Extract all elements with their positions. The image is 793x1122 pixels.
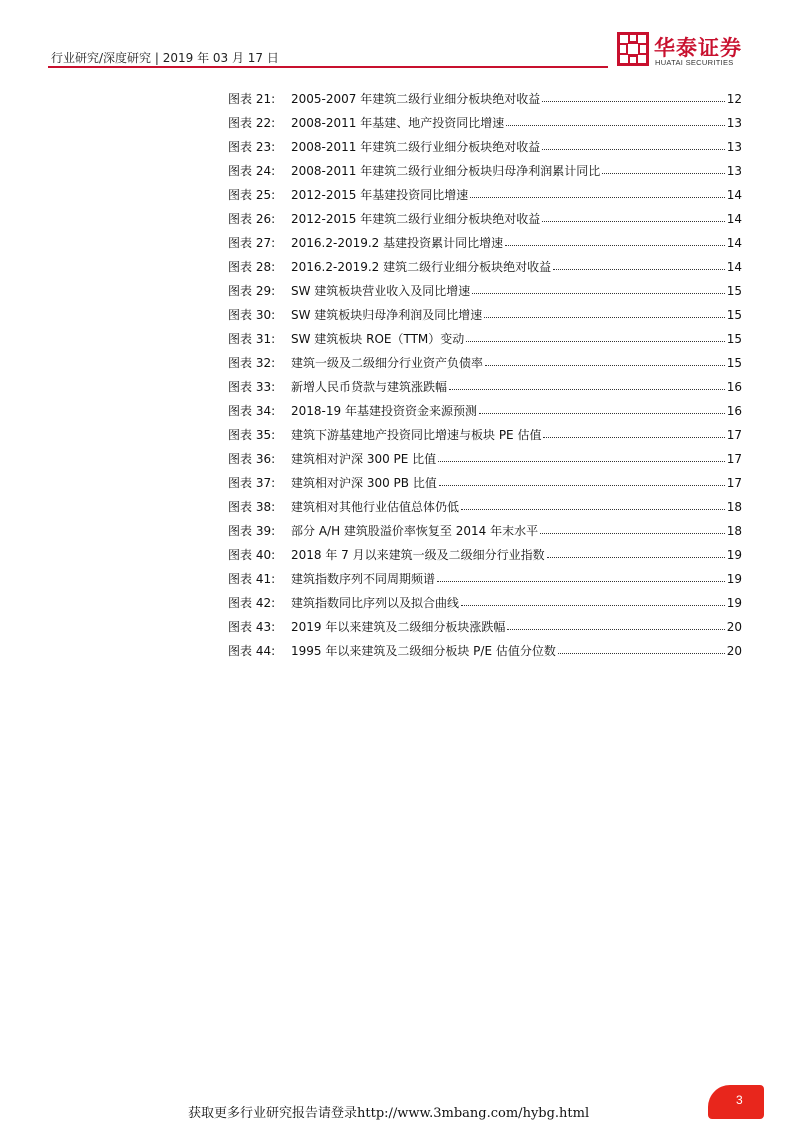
toc-figure-title: SW 建筑板块营业收入及同比增速 [291, 284, 471, 298]
toc-leader-dots [439, 476, 725, 486]
toc-page-number: 12 [726, 92, 742, 106]
toc-entry[interactable] [228, 255, 742, 279]
toc-figure-title: 2016.2-2019.2 建筑二级行业细分板块绝对收益 [291, 260, 552, 274]
toc-leader-dots [461, 596, 725, 606]
company-logo [617, 30, 757, 70]
toc-page-number: 15 [726, 284, 742, 298]
toc-figure-number: 图表 42: [228, 596, 276, 610]
toc-leader-dots [543, 428, 724, 438]
toc-figure-title: 1995 年以来建筑及二级细分板块 P/E 估值分位数 [291, 644, 556, 658]
toc-figure-number: 图表 27: [228, 236, 276, 250]
toc-figure-number: 图表 21: [228, 92, 276, 106]
toc-entry[interactable] [228, 471, 742, 495]
toc-leader-dots [507, 620, 724, 630]
logo-name-cn: 华泰证券 [654, 36, 742, 60]
header-text: 行业研究/深度研究 | 2019 年 03 月 17 日 [51, 51, 279, 65]
huatai-logo-icon [617, 32, 649, 66]
toc-page-number: 13 [726, 140, 742, 154]
toc-figure-title: 2008-2011 年基建、地产投资同比增速 [291, 116, 505, 130]
toc-figure-title: 2012-2015 年建筑二级行业细分板块绝对收益 [291, 212, 541, 226]
toc-figure-number: 图表 34: [228, 404, 276, 418]
toc-leader-dots [506, 116, 724, 126]
toc-figure-number: 图表 25: [228, 188, 276, 202]
toc-leader-dots [470, 188, 724, 198]
toc-figure-number: 图表 37: [228, 476, 276, 490]
toc-figure-number: 图表 24: [228, 164, 276, 178]
toc-entry[interactable] [228, 351, 742, 375]
toc-page-number: 13 [726, 164, 742, 178]
toc-page-number: 15 [726, 356, 742, 370]
toc-figure-number: 图表 28: [228, 260, 276, 274]
toc-entry[interactable] [228, 183, 742, 207]
toc-figure-number: 图表 33: [228, 380, 276, 394]
toc-figure-title: 建筑相对沪深 300 PE 比值 [291, 452, 437, 466]
page-number: 3 [736, 1093, 743, 1107]
toc-figure-title: 2008-2011 年建筑二级行业细分板块绝对收益 [291, 140, 541, 154]
toc-figure-title: 建筑一级及二级细分行业资产负债率 [291, 356, 484, 370]
toc-figure-number: 图表 41: [228, 572, 276, 586]
toc-figure-title: 2019 年以来建筑及二级细分板块涨跌幅 [291, 620, 506, 634]
toc-figure-title: 2018-19 年基建投资资金来源预测 [291, 404, 477, 418]
toc-leader-dots [542, 92, 724, 102]
toc-leader-dots [437, 572, 725, 582]
toc-page-number: 18 [726, 524, 742, 538]
toc-leader-dots [472, 284, 724, 294]
toc-entry[interactable] [228, 327, 742, 351]
toc-figure-title: SW 建筑板块归母净利润及同比增速 [291, 308, 483, 322]
toc-page-number: 17 [726, 476, 742, 490]
toc-figure-title: 建筑相对沪深 300 PB 比值 [291, 476, 437, 490]
toc-leader-dots [449, 380, 725, 390]
toc-figure-title: 建筑指数同比序列以及拟合曲线 [291, 596, 460, 610]
toc-figure-title: 部分 A/H 建筑股溢价率恢复至 2014 年末水平 [291, 524, 539, 538]
toc-page-number: 14 [726, 212, 742, 226]
toc-entry[interactable] [228, 375, 742, 399]
toc-leader-dots [602, 164, 724, 174]
footer-link-text[interactable]: 获取更多行业研究报告请登录http://www.3mbang.com/hybg.html [188, 1106, 590, 1121]
toc-entry[interactable] [228, 567, 742, 591]
toc-figure-title: SW 建筑板块 ROE（TTM）变动 [291, 332, 465, 346]
toc-entry[interactable] [228, 303, 742, 327]
toc-figure-number: 图表 23: [228, 140, 276, 154]
toc-leader-dots [542, 140, 724, 150]
toc-figure-title: 2018 年 7 月以来建筑一级及二级细分行业指数 [291, 548, 545, 562]
toc-leader-dots [485, 356, 725, 366]
toc-figure-number: 图表 31: [228, 332, 276, 346]
toc-figure-number: 图表 39: [228, 524, 276, 538]
toc-figure-title: 2012-2015 年基建投资同比增速 [291, 188, 469, 202]
toc-page-number: 15 [726, 308, 742, 322]
toc-entry[interactable] [228, 591, 742, 615]
toc-leader-dots [479, 404, 725, 414]
toc-page-number: 16 [726, 404, 742, 418]
logo-name-en: HUATAI SECURITIES [655, 58, 734, 67]
toc-entry[interactable] [228, 279, 742, 303]
toc-figure-title: 建筑指数序列不同周期频谱 [291, 572, 436, 586]
toc-leader-dots [547, 548, 725, 558]
toc-figure-number: 图表 38: [228, 500, 276, 514]
toc-page-number: 14 [726, 236, 742, 250]
toc-figure-number: 图表 36: [228, 452, 276, 466]
toc-page-number: 17 [726, 428, 742, 442]
toc-page-number: 19 [726, 572, 742, 586]
header-divider [48, 66, 608, 68]
toc-leader-dots [438, 452, 725, 462]
toc-figure-title: 2016.2-2019.2 基建投资累计同比增速 [291, 236, 504, 250]
page-number-badge [708, 1085, 764, 1119]
toc-figure-title: 2008-2011 年建筑二级行业细分板块归母净利润累计同比 [291, 164, 601, 178]
toc-page-number: 13 [726, 116, 742, 130]
toc-figure-number: 图表 26: [228, 212, 276, 226]
toc-leader-dots [540, 524, 725, 534]
toc-entry[interactable] [228, 447, 742, 471]
toc-entry[interactable] [228, 231, 742, 255]
toc-figure-title: 新增人民币贷款与建筑涨跌幅 [291, 380, 448, 394]
toc-page-number: 19 [726, 548, 742, 562]
toc-figure-number: 图表 44: [228, 644, 276, 658]
toc-entry[interactable] [228, 639, 742, 663]
toc-figure-number: 图表 32: [228, 356, 276, 370]
toc-entry[interactable] [228, 135, 742, 159]
toc-page-number: 15 [726, 332, 742, 346]
toc-leader-dots [558, 644, 725, 654]
toc-figure-number: 图表 35: [228, 428, 276, 442]
toc-leader-dots [542, 212, 724, 222]
toc-page-number: 18 [726, 500, 742, 514]
toc-entry[interactable] [228, 423, 742, 447]
toc-page-number: 17 [726, 452, 742, 466]
toc-leader-dots [553, 260, 725, 270]
toc-figure-number: 图表 30: [228, 308, 276, 322]
toc-entry[interactable] [228, 207, 742, 231]
toc-figure-number: 图表 43: [228, 620, 276, 634]
figure-list [228, 87, 742, 663]
toc-page-number: 20 [726, 644, 742, 658]
toc-page-number: 14 [726, 188, 742, 202]
toc-entry[interactable] [228, 87, 742, 111]
toc-entry[interactable] [228, 543, 742, 567]
toc-entry[interactable] [228, 111, 742, 135]
toc-page-number: 20 [726, 620, 742, 634]
toc-entry[interactable] [228, 159, 742, 183]
toc-figure-title: 建筑相对其他行业估值总体仍低 [291, 500, 460, 514]
toc-page-number: 16 [726, 380, 742, 394]
toc-figure-number: 图表 29: [228, 284, 276, 298]
toc-leader-dots [484, 308, 724, 318]
toc-leader-dots [466, 332, 724, 342]
toc-page-number: 14 [726, 260, 742, 274]
toc-entry[interactable] [228, 519, 742, 543]
toc-figure-title: 2005-2007 年建筑二级行业细分板块绝对收益 [291, 92, 541, 106]
toc-figure-title: 建筑下游基建地产投资同比增速与板块 PE 估值 [291, 428, 542, 442]
toc-entry[interactable] [228, 495, 742, 519]
toc-figure-number: 图表 22: [228, 116, 276, 130]
toc-leader-dots [461, 500, 725, 510]
toc-page-number: 19 [726, 596, 742, 610]
toc-entry[interactable] [228, 399, 742, 423]
toc-figure-number: 图表 40: [228, 548, 276, 562]
toc-entry[interactable] [228, 615, 742, 639]
toc-leader-dots [505, 236, 725, 246]
